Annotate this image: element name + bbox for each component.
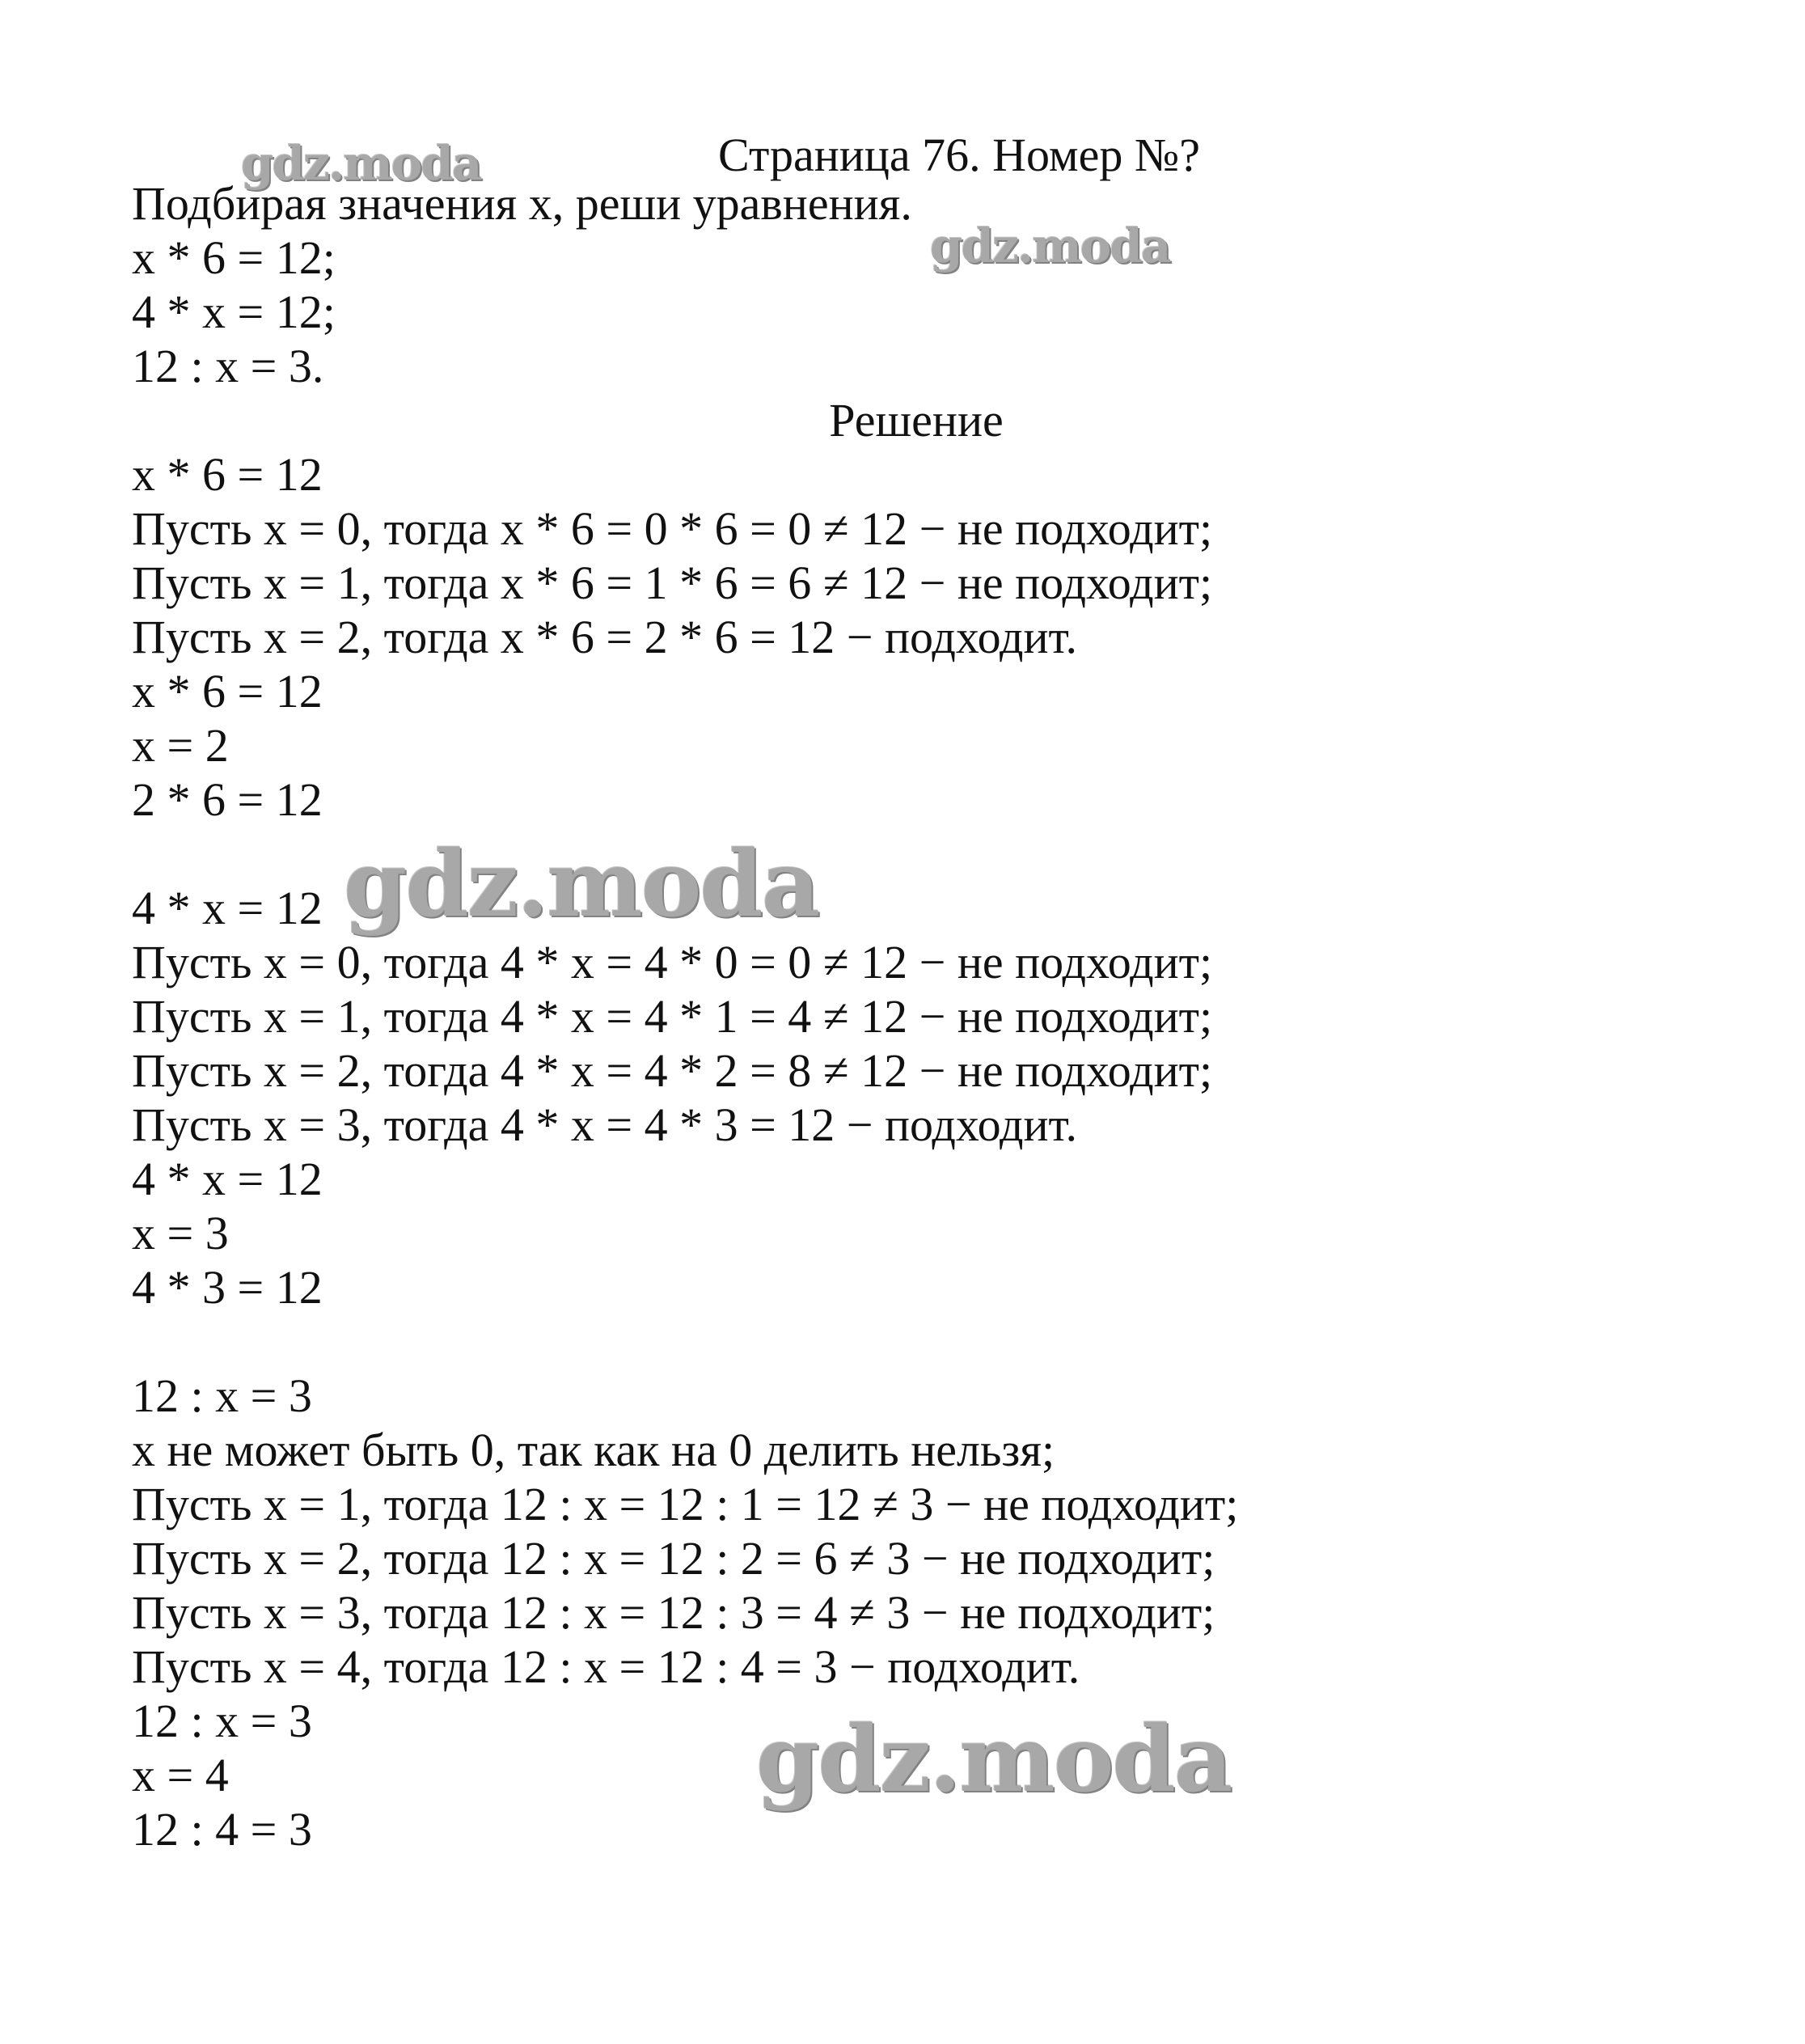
task-equation: x * 6 = 12; [132,231,336,284]
solution-line: Пусть x = 1, тогда 4 * x = 4 * 1 = 4 ≠ 12 − не подходит; [132,990,1213,1043]
task-equation: 12 : x = 3. [132,340,324,392]
solution-line: 4 * x = 12 [132,1153,323,1205]
solution-line: Пусть x = 3, тогда 4 * x = 4 * 3 = 12 − подходит. [132,1098,1078,1151]
solution-line: x = 4 [132,1749,229,1801]
solution-line: Пусть x = 4, тогда 12 : x = 12 : 4 = 3 − подходит. [132,1640,1080,1693]
watermark-logo: gdz.moda [344,832,819,937]
solution-line: 12 : x = 3 [132,1695,312,1747]
watermark-logo: gdz.moda [930,218,1170,273]
spacer [132,1314,1668,1369]
solution-line: x * 6 = 12 [132,448,323,501]
solution-line: 2 * 6 = 12 [132,773,323,826]
solution-line: 4 * x = 12 [132,882,323,934]
solution-line: x = 3 [132,1207,229,1259]
solution-part-2 [132,881,1668,1314]
solution-line: Пусть x = 2, тогда x * 6 = 2 * 6 = 12 − подходит. [132,611,1078,663]
solution-line: x = 2 [132,719,229,772]
document-body [132,176,1668,1856]
solution-line: Пусть x = 1, тогда x * 6 = 1 * 6 = 6 ≠ 12 − не подходит; [132,556,1213,609]
solution-line: Пусть x = 2, тогда 12 : x = 12 : 2 = 6 ≠ 3 − не подходит; [132,1532,1215,1585]
solution-line: x * 6 = 12 [132,665,323,717]
solution-line: x не может быть 0, так как на 0 делить нельзя; [132,1424,1055,1476]
task-equation: 4 * x = 12; [132,286,336,338]
solution-line: Пусть x = 3, тогда 12 : x = 12 : 3 = 4 ≠ 3 − не подходит; [132,1586,1215,1639]
solution-line: Пусть x = 2, тогда 4 * x = 4 * 2 = 8 ≠ 12 − не подходит; [132,1044,1213,1097]
watermark-logo: gdz.moda [241,136,481,191]
solution-line: Пусть x = 0, тогда 4 * x = 4 * 0 = 0 ≠ 12 − не подходит; [132,936,1213,988]
solution-line: Пусть x = 0, тогда x * 6 = 0 * 6 = 0 ≠ 12 − не подходит; [132,502,1213,555]
solution-line: Пусть x = 1, тогда 12 : x = 12 : 1 = 12 ≠ 3 − не подходит; [132,1478,1239,1530]
page-title: Страница 76. Номер №? [718,129,1200,181]
watermark-logo: gdz.moda [756,1707,1232,1813]
solution-heading: Решение [829,394,1004,446]
solution-line: 12 : x = 3 [132,1369,312,1422]
task-prompt: Подбирая значения x, реши уравнения. [132,177,912,230]
solution-part-1 [132,447,1668,827]
solution-line: 12 : 4 = 3 [132,1803,312,1856]
solution-line: 4 * 3 = 12 [132,1261,323,1314]
